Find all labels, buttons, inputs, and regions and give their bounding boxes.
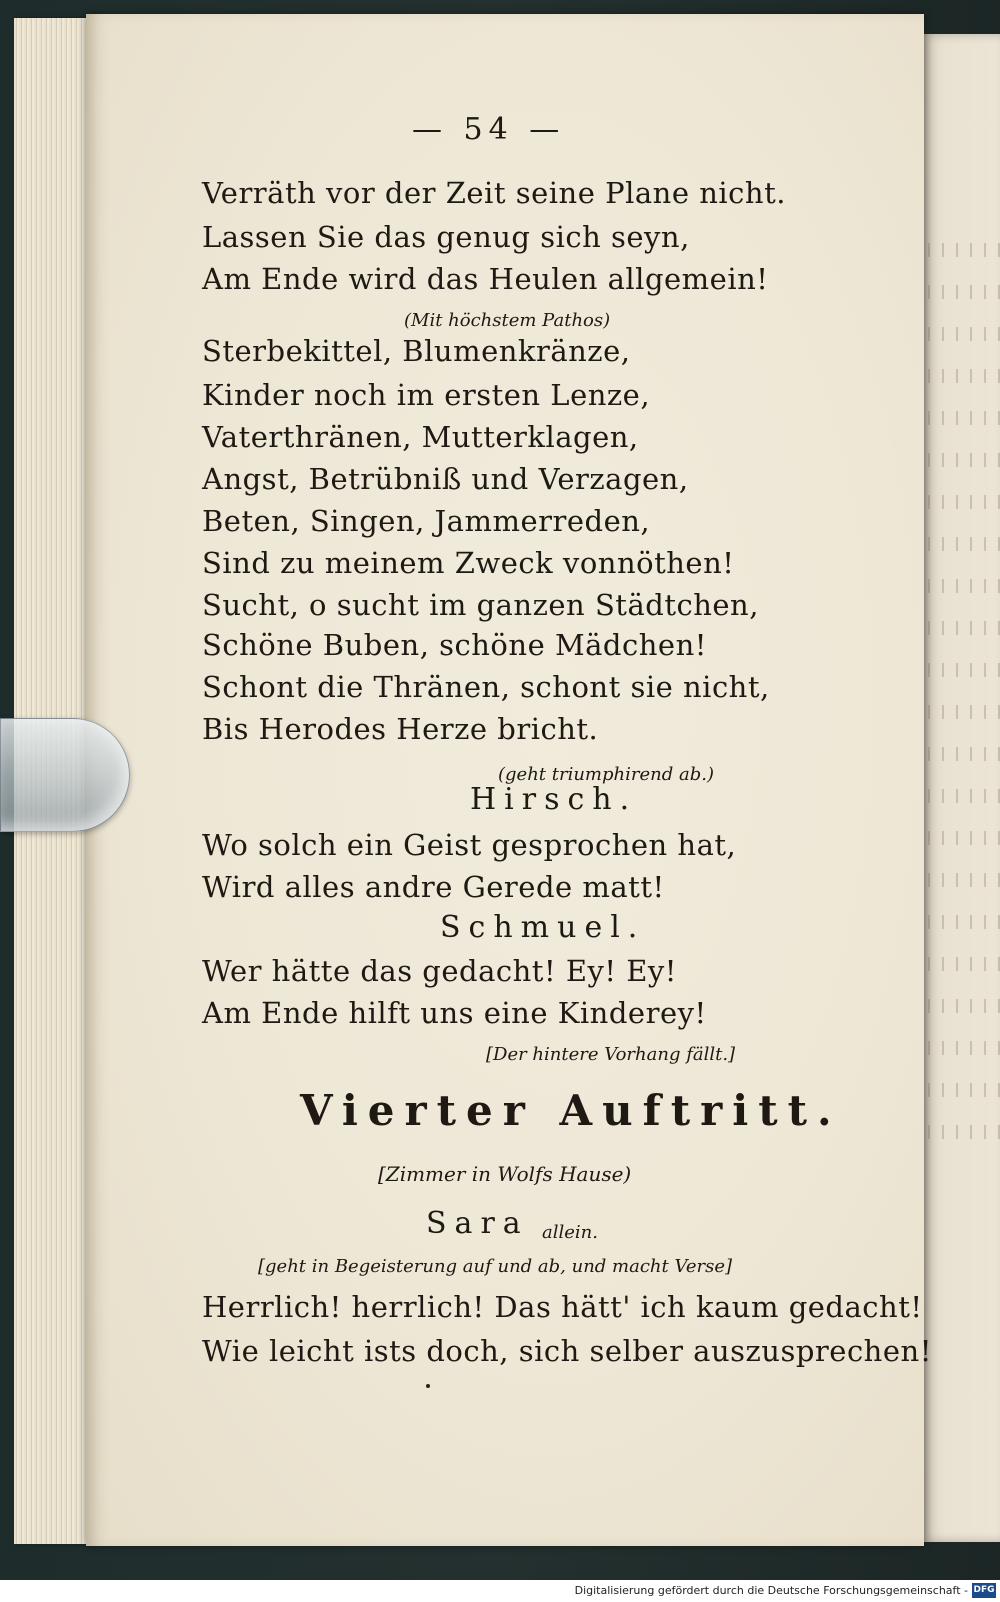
scene-setting: [Zimmer in Wolfs Hause) [378,1162,632,1186]
speaker-name: Sara [426,1206,529,1241]
verse-line: Sucht, o sucht im ganzen Städtchen, [202,588,759,622]
verse-line: Sind zu meinem Zweck vonnöthen! [202,546,735,580]
verse-line: Beten, Singen, Jammerreden, [202,504,651,538]
stage-direction: [Der hintere Vorhang fällt.] [486,1044,736,1065]
verse-line: Sterbekittel, Blumenkränze, [202,334,631,368]
verse-line: Angst, Betrübniß und Verzagen, [202,462,689,496]
verse-line: Wie leicht ists doch, sich selber auszusprechen! [202,1334,932,1368]
dfg-logo: DFG [972,1583,996,1598]
verse-line: Wird alles andre Gerede matt! [202,870,665,904]
stage-direction: (geht triumphirend ab.) [498,764,714,785]
verse-line: Kinder noch im ersten Lenze, [202,378,651,412]
verse-line: Wer hätte das gedacht! Ey! Ey! [202,954,677,988]
verse-line: Vaterthränen, Mutterklagen, [202,420,639,454]
page-holder-clip [0,718,130,832]
stage-direction: [geht in Begeisterung auf und ab, und macht Verse] [258,1256,732,1277]
facing-page-bleed-through [922,230,1000,1230]
speaker-note: allein. [542,1222,598,1243]
verse-line: Wo solch ein Geist gesprochen hat, [202,828,737,862]
scene-heading: Vierter Auftritt. [300,1086,842,1135]
footer-bar [0,1580,1000,1602]
verse-line: Am Ende hilft uns eine Kinderey! [202,996,707,1030]
verse-line: Am Ende wird das Heulen allgemein! [202,262,769,296]
ink-speck [426,1384,430,1388]
verse-line: Verräth vor der Zeit seine Plane nicht. [202,176,786,210]
page-number: — 54 — [412,112,566,147]
speaker-name: Hirsch. [470,782,638,817]
verse-line: Schöne Buben, schöne Mädchen! [202,628,707,662]
speaker-name: Schmuel. [440,910,646,945]
stage-direction: (Mit höchstem Pathos) [404,310,611,331]
funding-credit: Digitalisierung gefördert durch die Deutsche Forschungsgemeinschaft - [574,1584,968,1597]
verse-line: Bis Herodes Herze bricht. [202,712,599,746]
verse-line: Herrlich! herrlich! Das hätt' ich kaum gedacht! [202,1290,923,1324]
verse-line: Schont die Thränen, schont sie nicht, [202,670,770,704]
verse-line: Lassen Sie das genug sich seyn, [202,220,690,254]
